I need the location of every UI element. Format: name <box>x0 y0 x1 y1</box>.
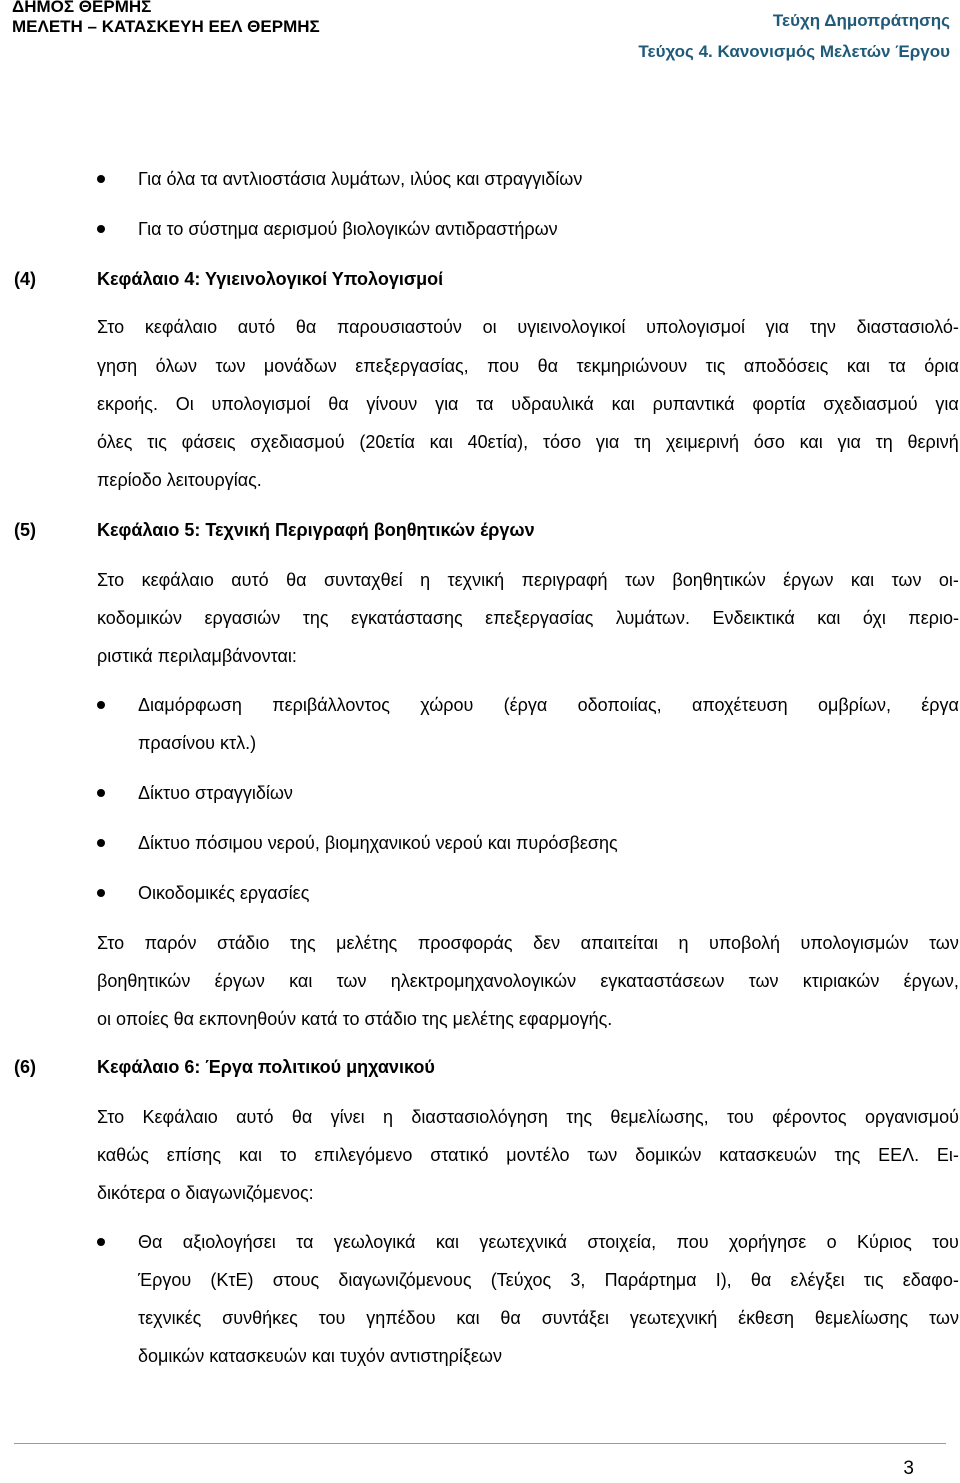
word: διαστασιολόγηση <box>411 1107 548 1127</box>
list-item <box>138 685 959 725</box>
word: φορτία <box>752 394 806 414</box>
word: παρόν <box>144 933 197 953</box>
word: όλες <box>97 432 133 452</box>
paragraph-line <box>97 923 959 963</box>
word: αποχέτευση <box>691 695 788 715</box>
word: Κύριος <box>857 1232 912 1252</box>
word: Ει- <box>936 1145 959 1165</box>
section-heading: Κεφάλαιο 4: Υγιεινολογικοί Υπολογισμοί <box>97 269 444 289</box>
word: τεκμηριώνουν <box>576 356 688 376</box>
paragraph-line <box>97 560 959 600</box>
section-heading: Κεφάλαιο 6: Έργα πολιτικού μηχανικού <box>97 1057 435 1077</box>
bullet-dot <box>97 789 105 797</box>
header-project: ΜΕΛΕΤΗ – ΚΑΤΑΣΚΕΥΗ ΕΕΛ ΘΕΡΜΗΣ <box>12 17 320 36</box>
list-item-continuation: πρασίνου κτλ.) <box>138 733 257 753</box>
section-number: (5) <box>14 520 36 540</box>
word: θεμελίωσης <box>814 1308 909 1328</box>
word: Στο <box>97 317 125 337</box>
word: 3, <box>570 1270 586 1290</box>
list-item-continuation <box>138 1260 959 1300</box>
word: οδοποιίας, <box>577 695 662 715</box>
paragraph-line <box>97 307 959 347</box>
word: έργων <box>214 971 265 991</box>
word: κοδομικών <box>97 608 183 628</box>
word: επεξεργασίας, <box>355 356 469 376</box>
paragraph-line: ριστικά περιλαμβάνονται: <box>97 646 297 666</box>
word: επεξεργασίας <box>485 608 594 628</box>
word: θα <box>500 1308 521 1328</box>
word: Κεφάλαιο <box>142 1107 218 1127</box>
paragraph-line <box>97 1135 959 1175</box>
word: στοιχεία, <box>587 1232 657 1252</box>
page-number: 3 <box>903 1458 914 1479</box>
paragraph-line: περίοδο λειτουργίας. <box>97 470 262 490</box>
paragraph-line <box>97 384 959 424</box>
word: εγκατάστασης <box>350 608 463 628</box>
word: που <box>676 1232 709 1252</box>
word: το <box>279 1145 297 1165</box>
word: Ι), <box>715 1270 732 1290</box>
word: (Τεύχος <box>490 1270 552 1290</box>
word: εγκαταστάσεων <box>600 971 725 991</box>
list-item <box>138 1222 959 1262</box>
word: θα <box>286 570 307 590</box>
list-item: Για όλα τα αντλιοστάσια λυμάτων, ιλύος και στραγγιδίων <box>138 169 583 189</box>
word: έργων <box>783 570 834 590</box>
page-header <box>0 0 960 66</box>
word: εκροής. <box>97 394 158 414</box>
word: (20ετία <box>359 432 415 452</box>
word: κεφάλαιο <box>144 317 218 337</box>
word: Στο <box>97 1107 125 1127</box>
word: Στο <box>97 933 125 953</box>
word: και <box>289 971 313 991</box>
word: θα <box>750 1270 772 1290</box>
word: για <box>765 317 790 337</box>
word: ο <box>826 1232 837 1252</box>
word: 40ετία), <box>467 432 529 452</box>
word: τεχνικές <box>138 1308 202 1328</box>
word: κτιριακών <box>802 971 880 991</box>
word: βοηθητικών <box>672 570 766 590</box>
word: (ΚτΕ) <box>210 1270 254 1290</box>
word: ΕΕΛ. <box>878 1145 920 1165</box>
word: και <box>429 432 453 452</box>
word: φέροντος <box>772 1107 847 1127</box>
word: διαστασιολό- <box>856 317 959 337</box>
word: τις <box>147 432 167 452</box>
word: οργανισμού <box>864 1107 959 1127</box>
list-item: Δίκτυο στραγγιδίων <box>138 783 293 803</box>
word: η <box>420 570 431 590</box>
word: όχι <box>862 608 886 628</box>
word: που <box>487 356 520 376</box>
word: των <box>625 570 655 590</box>
word: εργασιών <box>204 608 281 628</box>
word: ρυπαντικά <box>652 394 735 414</box>
word: τα <box>888 356 906 376</box>
word: και <box>846 356 870 376</box>
word: Παράρτημα <box>604 1270 697 1290</box>
word: γίνει <box>330 1107 365 1127</box>
word: βοηθητικών <box>97 971 191 991</box>
word: τις <box>705 356 726 376</box>
header-organization: ΔΗΜΟΣ ΘΕΡΜΗΣ <box>12 0 152 16</box>
word: χορήγησε <box>728 1232 807 1252</box>
paragraph-line <box>97 346 959 386</box>
word: όρια <box>924 356 959 376</box>
word: για <box>837 432 861 452</box>
word: θα <box>291 1107 313 1127</box>
paragraph-line <box>97 598 959 638</box>
word: απαιτείται <box>580 933 658 953</box>
word: χειμερινή <box>665 432 739 452</box>
word: ηλεκτρομηχανολογικών <box>390 971 577 991</box>
word: συνταχθεί <box>323 570 403 590</box>
word: έργα <box>921 695 959 715</box>
footer-divider <box>14 1443 946 1444</box>
word: προσφοράς <box>417 933 513 953</box>
word: παρουσιαστούν <box>336 317 462 337</box>
word: Στο <box>97 570 125 590</box>
section-number: (4) <box>14 269 36 289</box>
word: υποβολή <box>708 933 781 953</box>
word: οι <box>482 317 497 337</box>
paragraph-line <box>97 422 959 462</box>
word: και <box>456 1308 480 1328</box>
word: γηση <box>97 356 138 376</box>
word: στατικό <box>430 1145 489 1165</box>
word: τις <box>863 1270 884 1290</box>
word: τεχνική <box>447 570 505 590</box>
word: αυτό <box>231 570 269 590</box>
word: στάδιο <box>216 933 270 953</box>
word: Διαμόρφωση <box>138 695 242 715</box>
word: ελέγξει <box>790 1270 845 1290</box>
word: του <box>932 1232 959 1252</box>
word: η <box>678 933 689 953</box>
word: θα <box>328 394 349 414</box>
word: τη <box>875 432 893 452</box>
word: Έργου <box>138 1270 192 1290</box>
word: χώρου <box>420 695 474 715</box>
word: σχεδιασμού <box>823 394 918 414</box>
list-item: Δίκτυο πόσιμου νερού, βιομηχανικού νερού και πυρόσβεσης <box>138 833 618 853</box>
word: για <box>595 432 620 452</box>
word: για <box>935 394 959 414</box>
word: οι- <box>938 570 959 590</box>
bullet-dot <box>97 889 105 897</box>
word: κεφάλαιο <box>141 570 214 590</box>
list-item: Οικοδομικές εργασίες <box>138 883 310 903</box>
word: της <box>566 1107 593 1127</box>
word: αυτό <box>237 317 276 337</box>
word: θερινή <box>907 432 959 452</box>
word: θεμελίωσης, <box>610 1107 709 1127</box>
word: των <box>748 971 779 991</box>
word: τα <box>476 394 494 414</box>
word: υπολογισμών <box>800 933 909 953</box>
bullet-dot <box>97 839 105 847</box>
word: περιο- <box>908 608 959 628</box>
word: και <box>611 394 635 414</box>
word: επίσης <box>166 1145 221 1165</box>
word: περιγραφή <box>521 570 608 590</box>
word: υπολογισμοί <box>646 317 745 337</box>
word: για <box>435 394 459 414</box>
word: λυμάτων. <box>615 608 690 628</box>
word: εδαφο- <box>902 1270 959 1290</box>
word: των <box>929 1308 959 1328</box>
list-item-continuation <box>138 1298 959 1338</box>
word: κατασκευών <box>719 1145 817 1165</box>
word: και <box>435 1232 459 1252</box>
word: υδραυλικά <box>511 394 594 414</box>
word: τόσο <box>542 432 582 452</box>
word: των <box>891 570 922 590</box>
word: της <box>289 933 316 953</box>
word: και <box>799 432 823 452</box>
word: του <box>727 1107 754 1127</box>
bullet-dot <box>97 175 105 183</box>
word: φάσεις <box>181 432 236 452</box>
list-item-continuation: δομικών κατασκευών και τυχόν αντιστηρίξεων <box>138 1346 502 1366</box>
word: η <box>383 1107 394 1127</box>
paragraph-line <box>97 961 959 1001</box>
word: και <box>238 1145 262 1165</box>
word: αυτό <box>236 1107 274 1127</box>
word: υγιεινολογικοί <box>517 317 626 337</box>
word: αποδόσεις <box>743 356 829 376</box>
bullet-dot <box>97 701 105 709</box>
word: και <box>817 608 841 628</box>
word: Οι <box>175 394 194 414</box>
header-volume: Τεύχος 4. Κανονισμός Μελετών Έργου <box>638 42 950 61</box>
word: επιλεγόμενο <box>314 1145 413 1165</box>
word: τα <box>296 1232 314 1252</box>
word: γηπέδου <box>366 1308 436 1328</box>
word: στους <box>272 1270 320 1290</box>
word: αξιολογήσει <box>182 1232 276 1252</box>
header-document-set: Τεύχη Δημοπράτησης <box>772 11 950 30</box>
word: Θα <box>138 1232 163 1252</box>
word: του <box>318 1308 346 1328</box>
word: σχεδιασμού <box>250 432 345 452</box>
word: δομικών <box>635 1145 702 1165</box>
word: θα <box>537 356 559 376</box>
word: ομβρίων, <box>817 695 891 715</box>
word: όλων <box>155 356 198 376</box>
word: των <box>215 356 246 376</box>
word: έργων, <box>903 971 959 991</box>
word: των <box>587 1145 618 1165</box>
word: της <box>302 608 329 628</box>
paragraph-line: οι οποίες θα εκπονηθούν κατά το στάδιο της μελέτης εφαρμογής. <box>97 1009 613 1029</box>
word: γεωτεχνικά <box>479 1232 567 1252</box>
word: συνθήκες <box>222 1308 298 1328</box>
word: διαγωνιζόμενους <box>338 1270 472 1290</box>
word: των <box>336 971 367 991</box>
word: γίνουν <box>366 394 418 414</box>
list-item: Για το σύστημα αερισμού βιολογικών αντιδραστήρων <box>138 219 558 239</box>
paragraph-line <box>97 1097 959 1137</box>
word: την <box>809 317 836 337</box>
word: μονάδων <box>263 356 337 376</box>
word: δεν <box>533 933 561 953</box>
bullet-dot <box>97 1238 105 1246</box>
word: καθώς <box>97 1145 149 1165</box>
word: έκθεση <box>738 1308 795 1328</box>
word: της <box>834 1145 861 1165</box>
word: συντάξει <box>541 1308 609 1328</box>
bullet-dot <box>97 225 105 233</box>
word: μελέτης <box>336 933 398 953</box>
word: τη <box>633 432 652 452</box>
word: των <box>928 933 959 953</box>
word: και <box>850 570 875 590</box>
word: (έργα <box>503 695 548 715</box>
word: υπολογισμοί <box>211 394 311 414</box>
word: θα <box>295 317 317 337</box>
word: γεωλογικά <box>333 1232 416 1252</box>
paragraph-line: δικότερα ο διαγωνιζόμενος: <box>97 1183 314 1203</box>
section-number: (6) <box>14 1057 36 1077</box>
section-heading: Κεφάλαιο 5: Τεχνική Περιγραφή βοηθητικών έργων <box>97 520 535 540</box>
word: όσο <box>753 432 785 452</box>
word: γεωτεχνική <box>629 1308 718 1328</box>
word: Ενδεικτικά <box>712 608 795 628</box>
word: μοντέλο <box>506 1145 570 1165</box>
word: περιβάλλοντος <box>272 695 390 715</box>
